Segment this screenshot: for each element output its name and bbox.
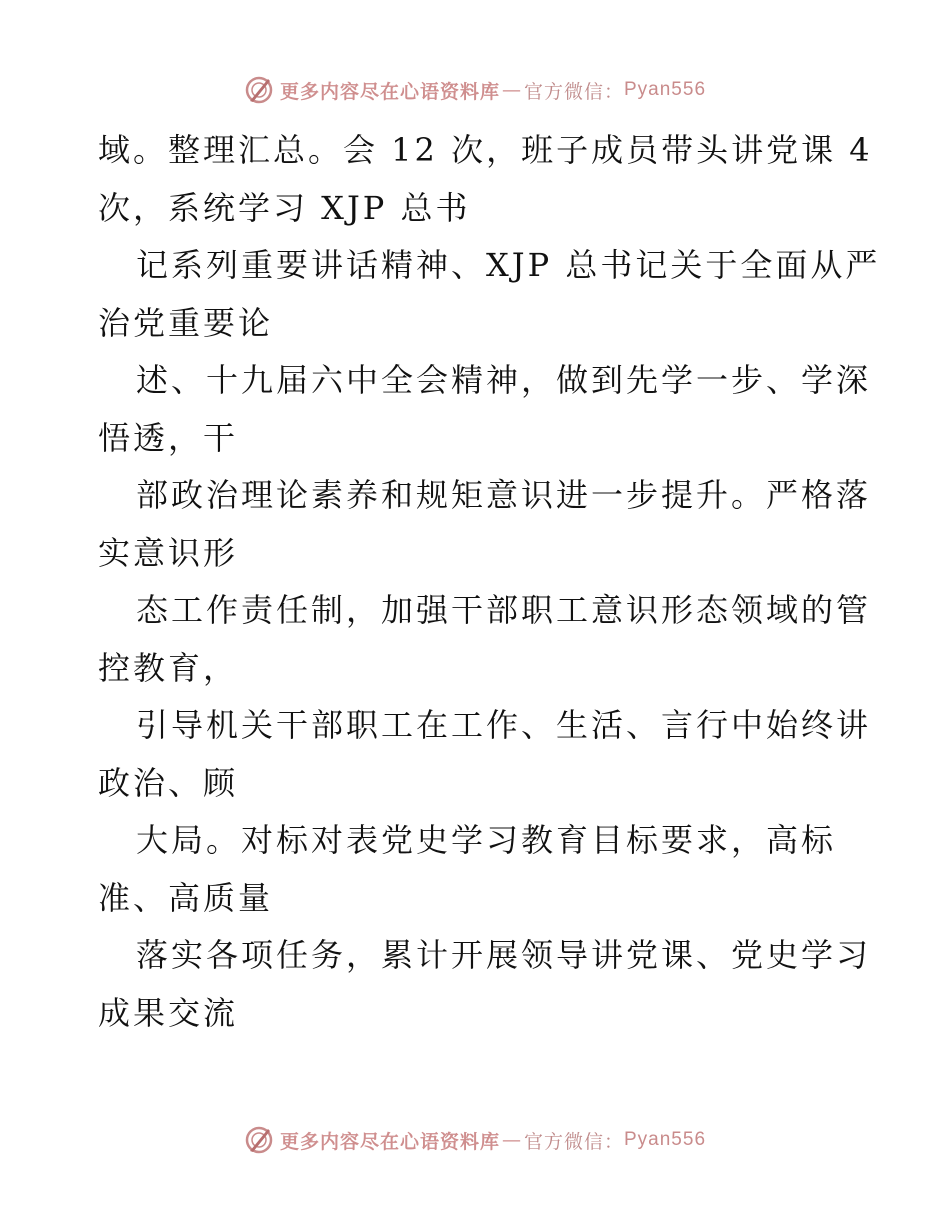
watermark-account: Pyan556 (624, 79, 707, 100)
watermark-left-text: 更多内容尽在心语资料库 (279, 80, 500, 103)
text-line: 次，系统学习 XJP 总书 (98, 188, 471, 227)
watermark-left-text: 更多内容尽在心语资料库 (279, 1130, 500, 1153)
text-line: 引导机关干部职工在工作、生活、言行中始终讲 (136, 706, 872, 744)
text-line: 态工作责任制，加强干部职工意识形态领域的管 (136, 591, 872, 629)
text-line: 述、十九届六中全会精神，做到先学一步、学深 (136, 361, 872, 399)
text-line: 域。整理汇总。会 12 次，班子成员带头讲党课 4 (98, 131, 873, 169)
quill-pen-circle-icon (244, 1125, 274, 1155)
text-line: 政治、顾 (98, 763, 239, 802)
watermark-account: Pyan556 (624, 1129, 707, 1150)
text-line: 记系列重要讲话精神、XJP 总书记关于全面从严 (136, 246, 881, 284)
text-line: 悟透，干 (98, 418, 239, 457)
watermark-dash: — (501, 1129, 522, 1151)
document-body (98, 122, 881, 1042)
watermark-right-text: 官方微信： (523, 1130, 624, 1153)
text-line: 治党重要论 (98, 303, 274, 342)
header-watermark (0, 70, 950, 110)
text-line: 成果交流 (98, 993, 239, 1032)
watermark-dash: — (501, 79, 522, 101)
footer-watermark (0, 1120, 950, 1160)
watermark-right-text: 官方微信： (523, 80, 624, 103)
text-line: 落实各项任务，累计开展领导讲党课、党史学习 (136, 936, 872, 974)
text-line: 准、高质量 (98, 878, 274, 917)
quill-pen-circle-icon (244, 75, 274, 105)
text-line: 大局。对标对表党史学习教育目标要求，高标 (136, 821, 837, 859)
text-line: 控教育， (98, 648, 239, 687)
text-line: 实意识形 (98, 533, 239, 572)
text-line: 部政治理论素养和规矩意识进一步提升。严格落 (136, 476, 872, 514)
